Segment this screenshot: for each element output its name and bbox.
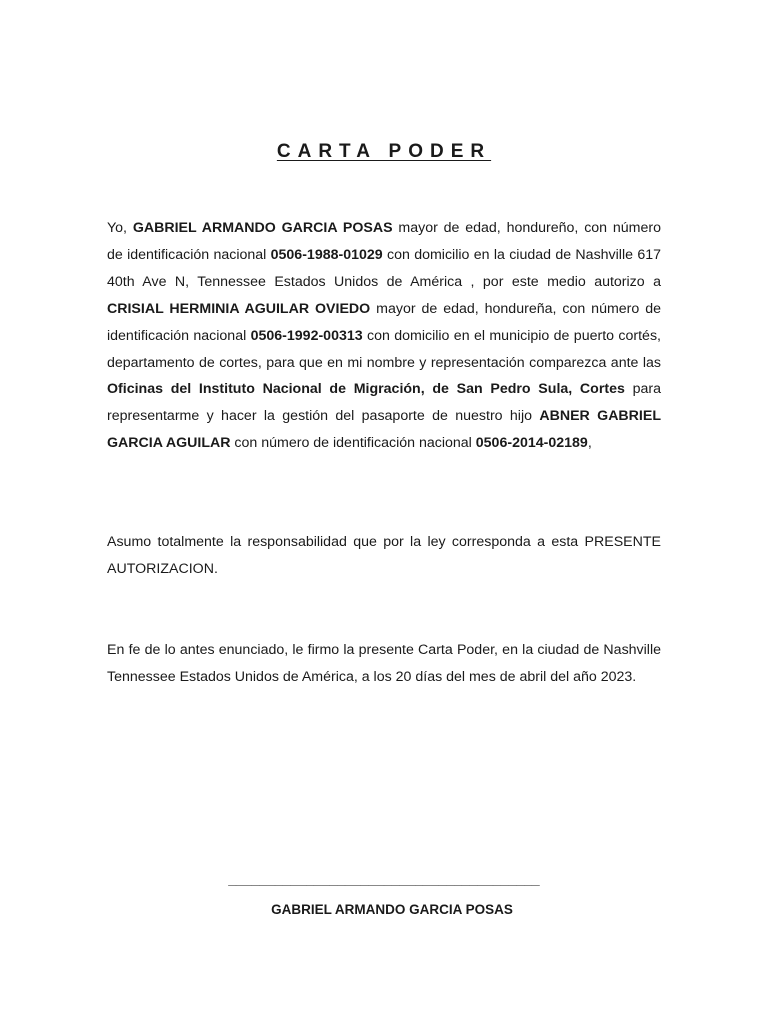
paragraph-text: con domicilio en el municipio de puerto cortés, departamento de cortes, para que en mi nombre y representación comparezca ante las: [107, 327, 661, 371]
authorization-paragraph: [107, 215, 661, 457]
grantee-name: CRISIAL HERMINIA AGUILAR OVIEDO: [107, 300, 371, 317]
document-title: [0, 141, 768, 163]
closing-paragraph: En fe de lo antes enunciado, le firmo la presente Carta Poder, en la ciudad de Nashville Tennessee Estados Unidos de América, a los 20 días del mes de abril del año 2023.: [107, 642, 661, 685]
responsibility-paragraph: Asumo totalmente la responsabilidad que por la ley corresponda a esta PRESENTE AUTORIZACION.: [107, 534, 661, 577]
paragraph-text: ,: [587, 435, 592, 452]
child-name: ABNER GABRIEL GARCIA AGUILAR: [107, 408, 661, 452]
grantor-id-number: 0506-1988-01029: [270, 246, 383, 263]
grantor-name: GABRIEL ARMANDO GARCIA POSAS: [132, 220, 393, 236]
paragraph-text: con número de identificación nacional: [230, 435, 476, 452]
office-name: Oficinas del Instituto Nacional de Migración, de San Pedro Sula, Cortes: [107, 381, 625, 398]
signature-name: GABRIEL ARMANDO GARCIA POSAS: [271, 902, 513, 917]
paragraph-text: Yo,: [107, 220, 133, 236]
child-id-number: 0506-2014-02189: [475, 435, 588, 452]
paragraph-text: para representarme y hacer la gestión del pasaporte de nuestro hijo: [107, 381, 661, 425]
paragraph-text: mayor de edad, hondureña, con número de identificación nacional: [107, 300, 661, 344]
document-title-text: CARTA PODER: [276, 141, 492, 162]
grantee-id-number: 0506-1992-00313: [250, 327, 363, 344]
paragraph-text: con domicilio en la ciudad de Nashville 617 40th Ave N, Tennessee Estados Unidos de América , por este medio autorizo a: [107, 246, 661, 290]
paragraph-text: mayor de edad, hondureño, con número de identificación nacional: [107, 220, 661, 263]
signature-line: ________________________________________: [228, 872, 540, 886]
